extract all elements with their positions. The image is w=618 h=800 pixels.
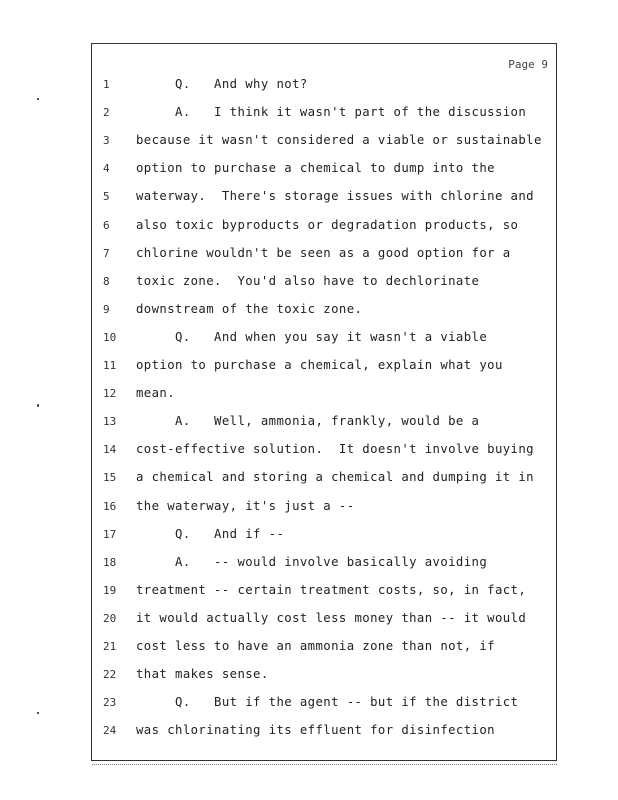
line-number: 2 bbox=[103, 106, 110, 119]
transcript-line-text: mean. bbox=[136, 386, 176, 400]
transcript-line-text: cost-effective solution. It doesn't involve buying bbox=[136, 442, 534, 456]
line-number: 3 bbox=[103, 134, 110, 147]
transcript-line-text: toxic zone. You'd also have to dechlorinate bbox=[136, 274, 480, 288]
transcript-line-text: because it wasn't considered a viable or sustainable bbox=[136, 133, 542, 147]
transcript-line-text: option to purchase a chemical, explain what you bbox=[136, 358, 503, 372]
line-number: 6 bbox=[103, 219, 110, 232]
transcript-line-text: was chlorinating its effluent for disinfection bbox=[136, 723, 495, 737]
transcript-line-text: also toxic byproducts or degradation products, so bbox=[136, 218, 519, 232]
line-number: 23 bbox=[103, 696, 117, 709]
line-number: 22 bbox=[103, 668, 117, 681]
transcript-line-text: chlorine wouldn't be seen as a good option for a bbox=[136, 246, 511, 260]
line-number: 8 bbox=[103, 275, 110, 288]
transcript-line-text: A. I think it wasn't part of the discussion bbox=[136, 105, 527, 119]
scan-speck bbox=[37, 98, 39, 100]
transcript-line-text: that makes sense. bbox=[136, 667, 269, 681]
line-number: 10 bbox=[103, 331, 117, 344]
line-number: 5 bbox=[103, 190, 110, 203]
line-number: 18 bbox=[103, 556, 117, 569]
line-number: 19 bbox=[103, 584, 117, 597]
line-number: 14 bbox=[103, 443, 117, 456]
line-number: 9 bbox=[103, 303, 110, 316]
transcript-line-text: Q. And why not? bbox=[136, 77, 308, 91]
transcript-line-text: Q. And when you say it wasn't a viable bbox=[136, 330, 488, 344]
transcript-line-text: waterway. There's storage issues with chlorine and bbox=[136, 189, 534, 203]
transcript-line-text: cost less to have an ammonia zone than not, if bbox=[136, 639, 495, 653]
transcript-line-text: Q. And if -- bbox=[136, 527, 285, 541]
transcript-line-text: A. -- would involve basically avoiding bbox=[136, 555, 488, 569]
transcript-line-text: downstream of the toxic zone. bbox=[136, 302, 363, 316]
transcript-line-text: the waterway, it's just a -- bbox=[136, 499, 355, 513]
page-number: Page 9 bbox=[508, 58, 548, 71]
line-number: 24 bbox=[103, 724, 117, 737]
transcript-line-text: A. Well, ammonia, frankly, would be a bbox=[136, 414, 480, 428]
transcript-line-text: Q. But if the agent -- but if the district bbox=[136, 695, 519, 709]
scan-speck bbox=[37, 712, 39, 714]
scan-footer-noise bbox=[92, 764, 557, 769]
transcript-line-text: option to purchase a chemical to dump into the bbox=[136, 161, 495, 175]
line-number: 15 bbox=[103, 471, 117, 484]
line-number: 7 bbox=[103, 247, 110, 260]
scan-speck bbox=[37, 404, 39, 407]
line-number: 20 bbox=[103, 612, 117, 625]
line-number: 11 bbox=[103, 359, 117, 372]
line-number: 17 bbox=[103, 528, 117, 541]
transcript-line-text: a chemical and storing a chemical and dumping it in bbox=[136, 470, 534, 484]
line-number: 21 bbox=[103, 640, 117, 653]
transcript-line-text: it would actually cost less money than -- it would bbox=[136, 611, 527, 625]
transcript-page bbox=[91, 43, 557, 761]
line-number: 16 bbox=[103, 500, 117, 513]
line-number: 13 bbox=[103, 415, 117, 428]
line-number: 4 bbox=[103, 162, 110, 175]
line-number: 1 bbox=[103, 78, 110, 91]
transcript-line-text: treatment -- certain treatment costs, so, in fact, bbox=[136, 583, 527, 597]
line-number: 12 bbox=[103, 387, 117, 400]
